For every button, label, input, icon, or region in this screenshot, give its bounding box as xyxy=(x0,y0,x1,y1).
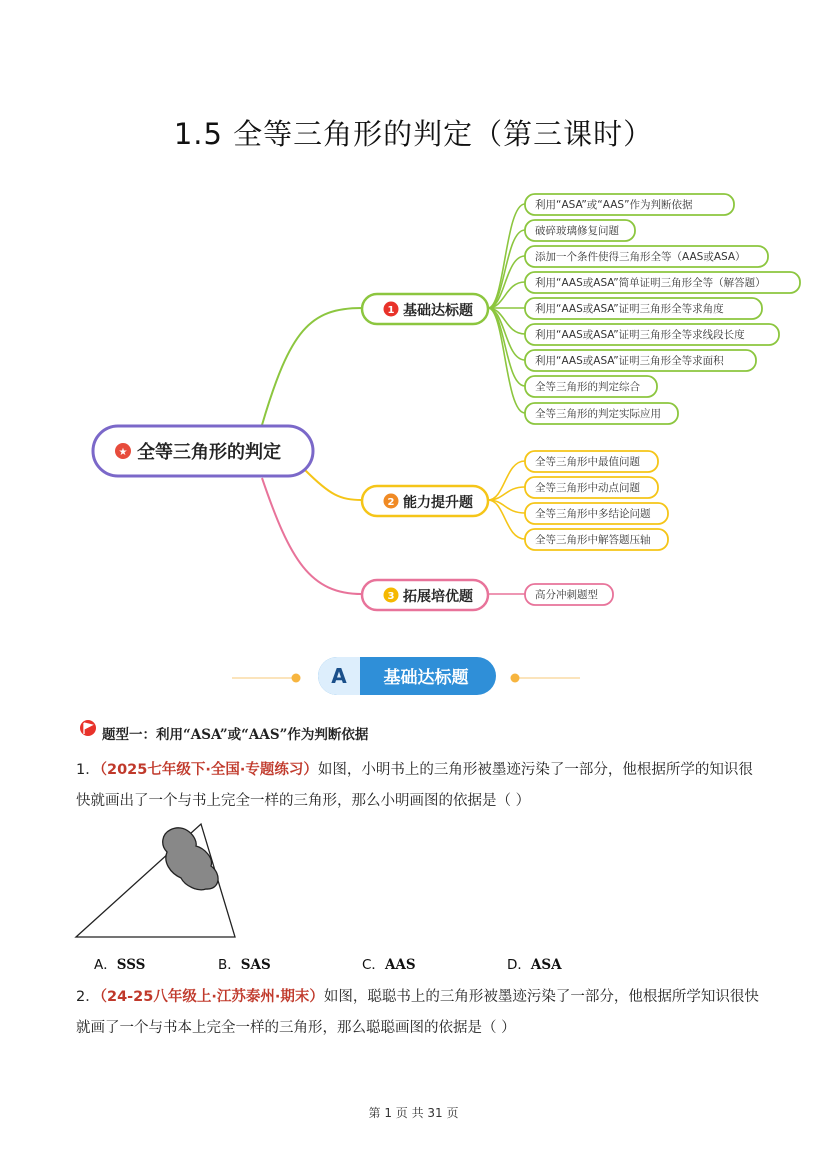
leaf-3-1: 高分冲刺题型 xyxy=(535,589,598,601)
branch-1-num: 1 xyxy=(387,305,395,316)
branch-3-label: 拓展培优题 xyxy=(403,589,473,605)
q1-option-d[interactable] xyxy=(507,953,562,973)
leaf-1-1: 利用“ASA”或“AAS”作为判断依据 xyxy=(535,199,693,211)
option-a-letter: A． xyxy=(94,957,117,973)
leaf-1-7: 利用“AAS或ASA”证明三角形全等求面积 xyxy=(535,355,724,367)
q1-source: （2025七年级下·全国·专题练习） xyxy=(99,762,318,778)
mindmap-root xyxy=(93,426,313,476)
svg-text:★: ★ xyxy=(118,447,128,458)
page-title: 1.5 全等三角形的判定（第三课时） xyxy=(173,117,654,151)
leaf-2-1: 全等三角形中最值问题 xyxy=(535,456,640,468)
branch-2-num: 2 xyxy=(387,497,395,508)
mindmap-branch-1 xyxy=(362,294,488,324)
topic-label: 题型一：利用“ASA”或“AAS”作为判断依据 xyxy=(102,727,369,743)
page-footer: 第 1 页 共 31 页 xyxy=(368,1106,459,1120)
q2-text-2: 就画了一个与书本上完全一样的三角形，那么聪聪画图的依据是（ ） xyxy=(76,1020,516,1036)
q1-option-a[interactable] xyxy=(94,953,145,973)
mindmap-root-label: 全等三角形的判定 xyxy=(137,442,281,463)
q2-source: （24-25八年级上·江苏泰州·期末） xyxy=(99,989,324,1005)
section-header xyxy=(232,657,580,695)
option-b-text: SAS xyxy=(240,957,271,973)
option-a-text: SSS xyxy=(116,957,146,973)
mindmap-branch-2 xyxy=(362,486,488,516)
option-d-letter: D． xyxy=(507,957,531,973)
q2-text-1: 如图，聪聪书上的三角形被墨迹污染了一部分，他根据所学知识很快 xyxy=(323,989,759,1005)
q1-text-1: 如图，小明书上的三角形被墨迹污染了一部分，他根据所学的知识很 xyxy=(317,762,753,778)
option-c-letter: C． xyxy=(362,957,385,973)
ink-blot xyxy=(163,828,218,890)
leaf-1-2: 破碎玻璃修复问题 xyxy=(535,225,619,237)
q1-option-b[interactable] xyxy=(218,953,271,973)
branch-1-label: 基础达标题 xyxy=(403,303,473,319)
q1-text-2: 快就画出了一个与书上完全一样的三角形，那么小明画图的依据是（ ） xyxy=(76,793,531,809)
leaf-2-2: 全等三角形中动点问题 xyxy=(535,482,640,494)
triangle-figure xyxy=(76,824,235,937)
section-badge: A xyxy=(331,664,347,688)
q1-line-1 xyxy=(76,758,753,779)
option-d-text: ASA xyxy=(530,957,562,973)
option-c-text: AAS xyxy=(384,957,416,973)
q2-num: 2． xyxy=(76,989,100,1005)
branch-2-label: 能力提升题 xyxy=(403,495,473,511)
leaf-1-4: 利用“AAS或ASA”简单证明三角形全等（解答题） xyxy=(535,277,766,289)
leaf-1-9: 全等三角形的判定实际应用 xyxy=(535,408,661,420)
leaf-2-3: 全等三角形中多结论问题 xyxy=(535,508,651,520)
option-b-letter: B． xyxy=(218,957,241,973)
mindmap-branch-3 xyxy=(362,580,488,610)
branch-3-num: 3 xyxy=(387,591,395,602)
leaf-1-5: 利用“AAS或ASA”证明三角形全等求角度 xyxy=(535,303,724,315)
q2-line-1 xyxy=(76,985,759,1006)
q1-num: 1． xyxy=(76,762,100,778)
leaf-1-8: 全等三角形的判定综合 xyxy=(535,381,640,393)
section-label: 基础达标题 xyxy=(383,668,469,688)
leaf-1-3: 添加一个条件使得三角形全等（AAS或ASA） xyxy=(535,251,746,263)
leaf-1-6: 利用“AAS或ASA”证明三角形全等求线段长度 xyxy=(535,329,745,341)
flag-icon xyxy=(80,720,96,736)
leaf-2-4: 全等三角形中解答题压轴 xyxy=(535,534,651,546)
q1-option-c[interactable] xyxy=(362,953,416,973)
